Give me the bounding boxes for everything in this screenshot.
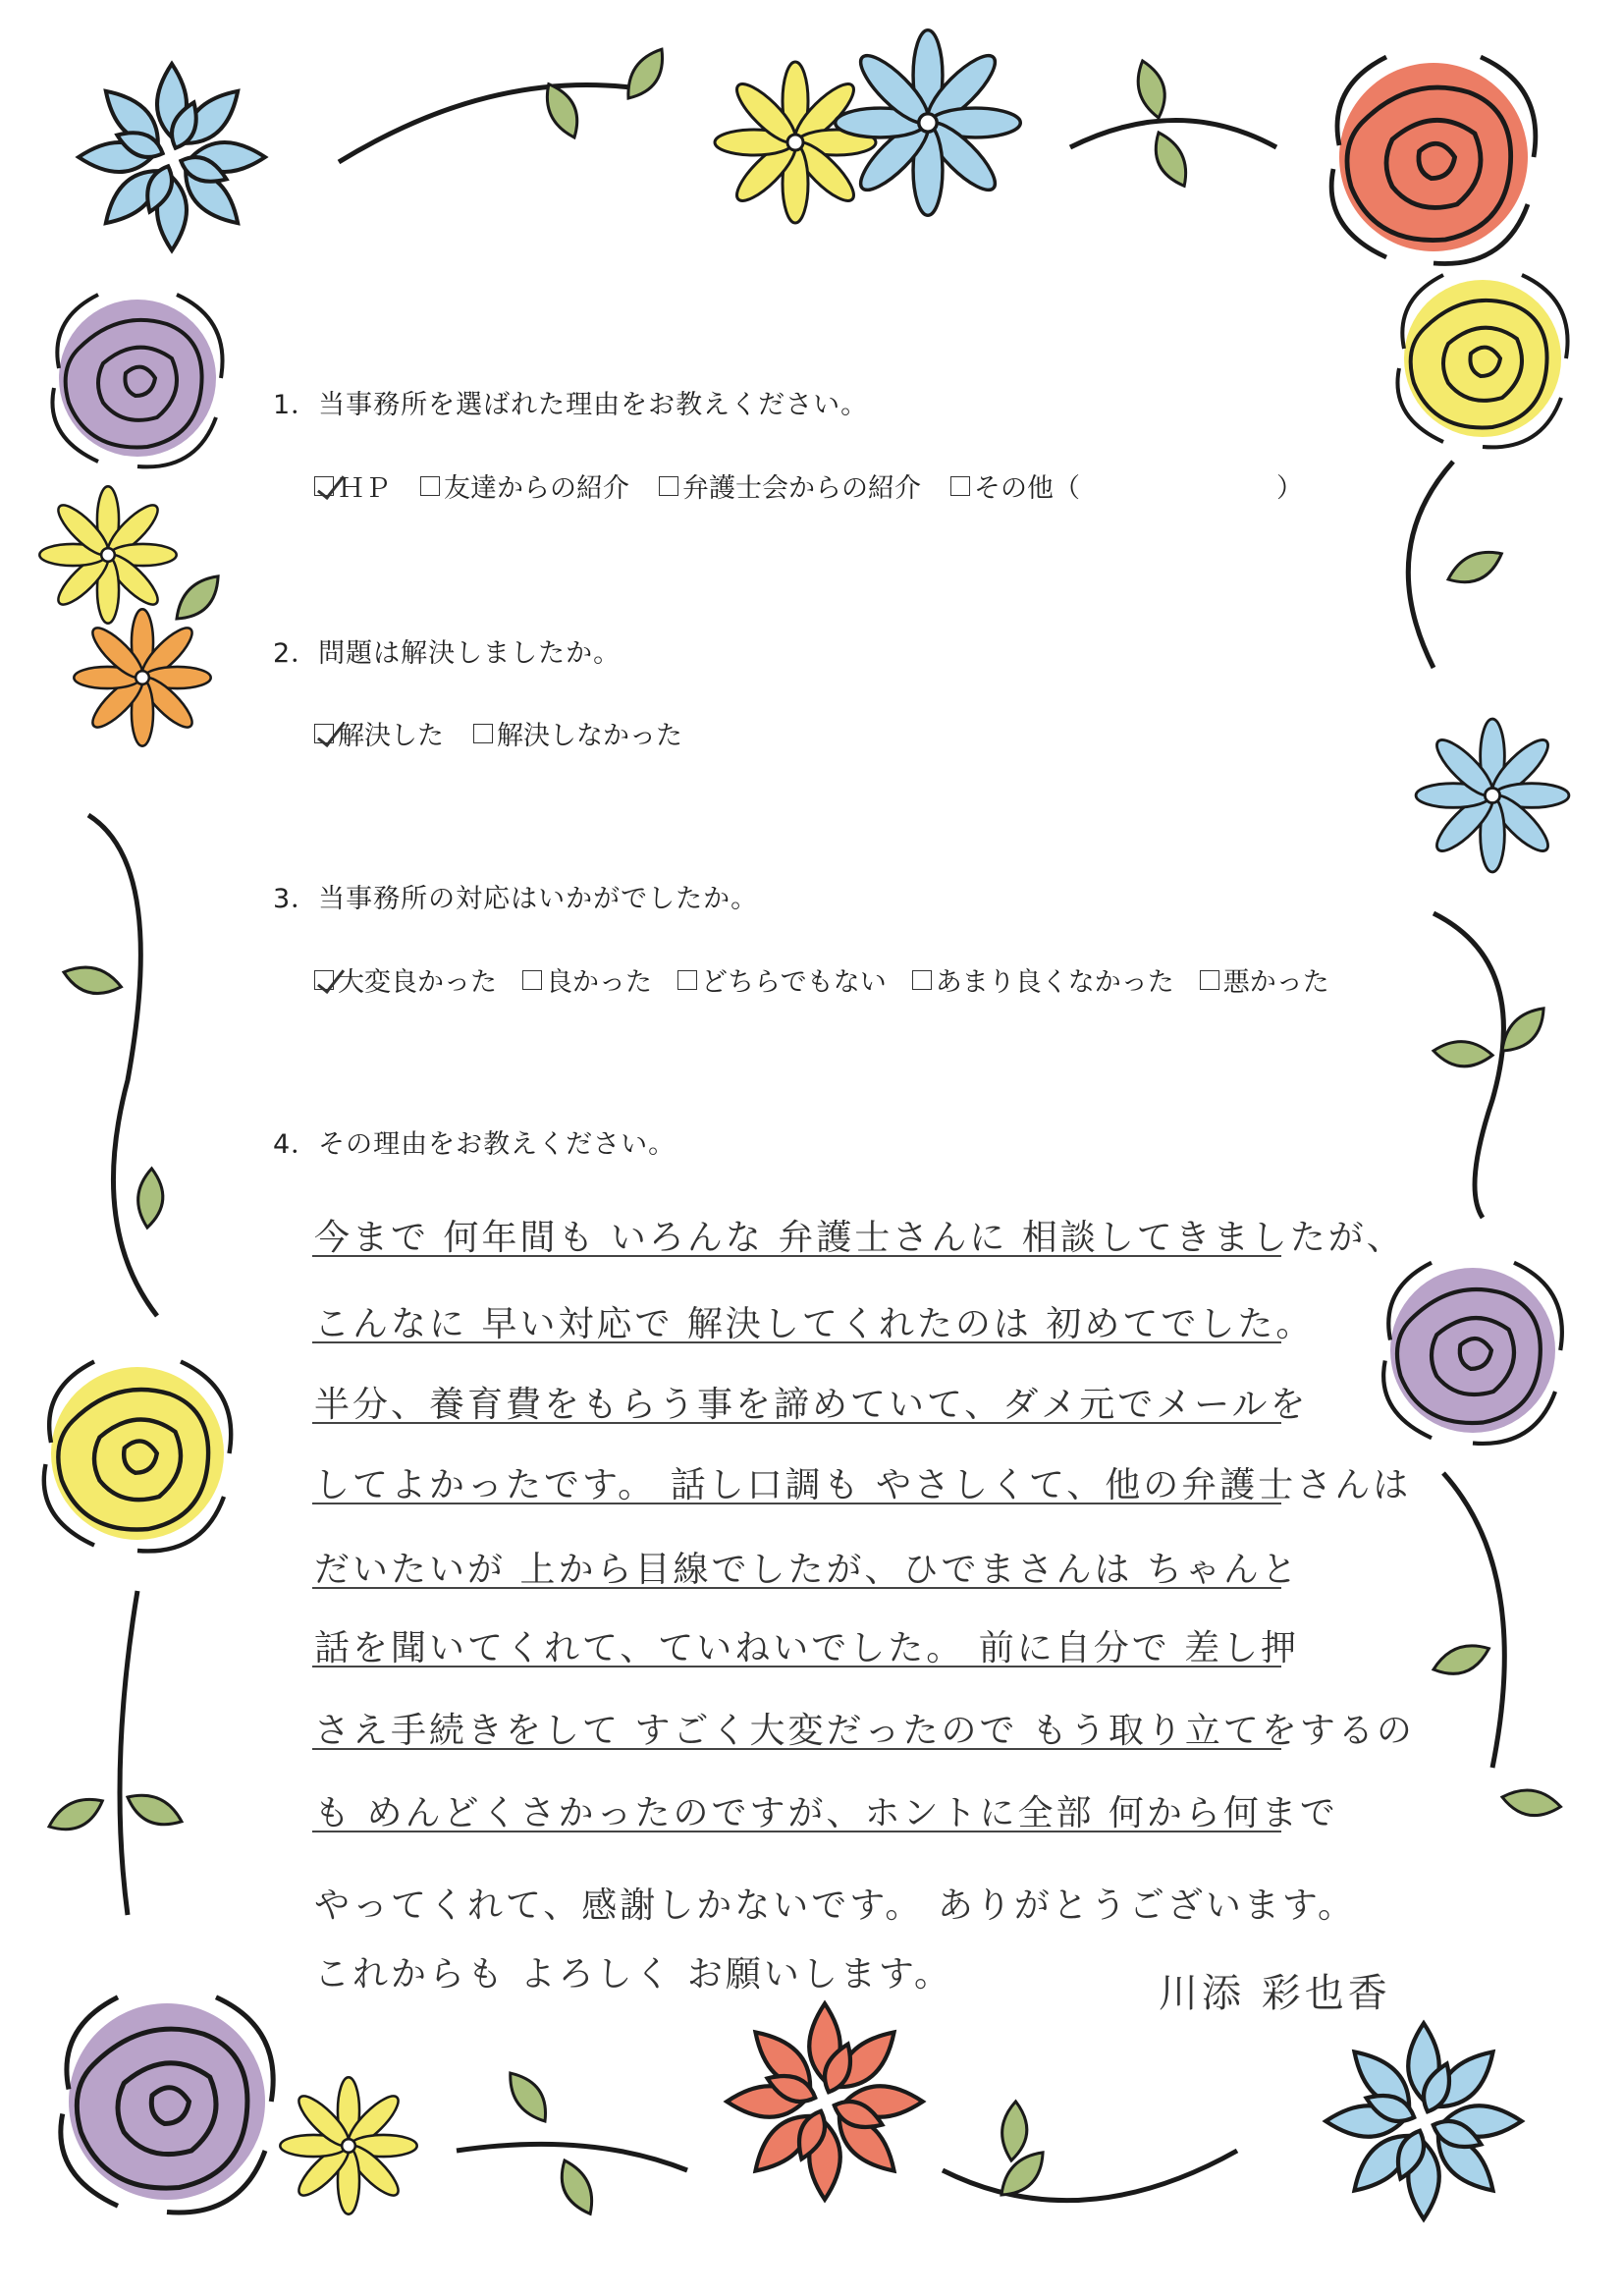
option-hp[interactable]: ＨＰ — [314, 466, 391, 505]
answer-line: 話を聞いてくれて、ていねいでした。 前に自分で 差し押 — [314, 1628, 1300, 1668]
answer-line: やってくれて、感謝しかないです。 ありがとうございます。 — [314, 1886, 1356, 1926]
option-bad[interactable]: 悪かった — [1200, 960, 1329, 999]
answer-line: も めんどくさかったのですが、ホントに全部 何から何まで — [314, 1793, 1338, 1833]
question-1-label: 1．当事務所を選ばれた理由をお教えください。 — [273, 390, 869, 420]
option-not-resolved[interactable]: 解決しなかった — [473, 714, 682, 752]
checkbox-checked-icon[interactable] — [314, 970, 334, 990]
underline — [312, 1255, 1281, 1257]
answer-line: だいたいが 上から目線でしたが、ひでまさんは ちゃんと — [314, 1550, 1300, 1590]
lotus-top-left — [79, 64, 265, 250]
underline — [312, 1748, 1281, 1750]
option-good[interactable]: 良かった — [522, 960, 652, 999]
underline — [312, 1341, 1281, 1343]
underline — [312, 1422, 1281, 1424]
question-1-options — [314, 466, 1303, 505]
question-2-label: 2．問題は解決しましたか。 — [273, 638, 622, 669]
option-resolved[interactable]: 解決した — [314, 714, 444, 752]
checkbox-icon[interactable] — [420, 476, 440, 496]
checkbox-icon[interactable] — [1200, 970, 1219, 990]
question-2-options — [314, 714, 682, 752]
checkbox-icon[interactable] — [677, 970, 697, 990]
underline — [312, 1503, 1281, 1504]
checkbox-icon[interactable] — [473, 724, 493, 743]
option-bar-association[interactable]: 弁護士会からの紹介 — [659, 466, 921, 505]
option-not-so-good[interactable]: あまり良くなかった — [912, 960, 1174, 999]
underline — [312, 1666, 1281, 1667]
answer-line: してよかったです。 話し口調も やさしくて、他の弁護士さんは — [314, 1465, 1412, 1505]
checkbox-icon[interactable] — [950, 476, 970, 496]
answer-line: これからも よろしく お願いします。 — [314, 1954, 953, 1995]
signature: 川添 彩也香 — [1159, 1971, 1391, 2016]
question-3-label: 3．当事務所の対応はいかがでしたか。 — [273, 884, 759, 914]
question-3-options — [314, 960, 1329, 999]
answer-line: 今まで 何年間も いろんな 弁護士さんに 相談してきましたが、 — [314, 1218, 1405, 1258]
option-other[interactable]: その他（ ） — [950, 466, 1303, 505]
checkbox-checked-icon[interactable] — [314, 476, 334, 496]
answer-line: こんなに 早い対応で 解決してくれたのは 初めてでした。 — [314, 1304, 1315, 1344]
answer-line: 半分、養育費をもらう事を諦めていて、ダメ元でメールを — [314, 1385, 1309, 1425]
checkbox-icon[interactable] — [912, 970, 932, 990]
option-very-good[interactable]: 大変良かった — [314, 960, 497, 999]
checkbox-icon[interactable] — [522, 970, 542, 990]
checkbox-checked-icon[interactable] — [314, 724, 334, 743]
option-neutral[interactable]: どちらでもない — [677, 960, 887, 999]
underline — [312, 1831, 1281, 1832]
underline — [312, 1587, 1281, 1589]
option-friend-referral[interactable]: 友達からの紹介 — [420, 466, 629, 505]
question-4-label: 4．その理由をお教えください。 — [273, 1129, 676, 1160]
answer-line: さえ手続きをして すごく大変だったので もう取り立てをするの — [314, 1711, 1415, 1751]
checkbox-icon[interactable] — [659, 476, 678, 496]
